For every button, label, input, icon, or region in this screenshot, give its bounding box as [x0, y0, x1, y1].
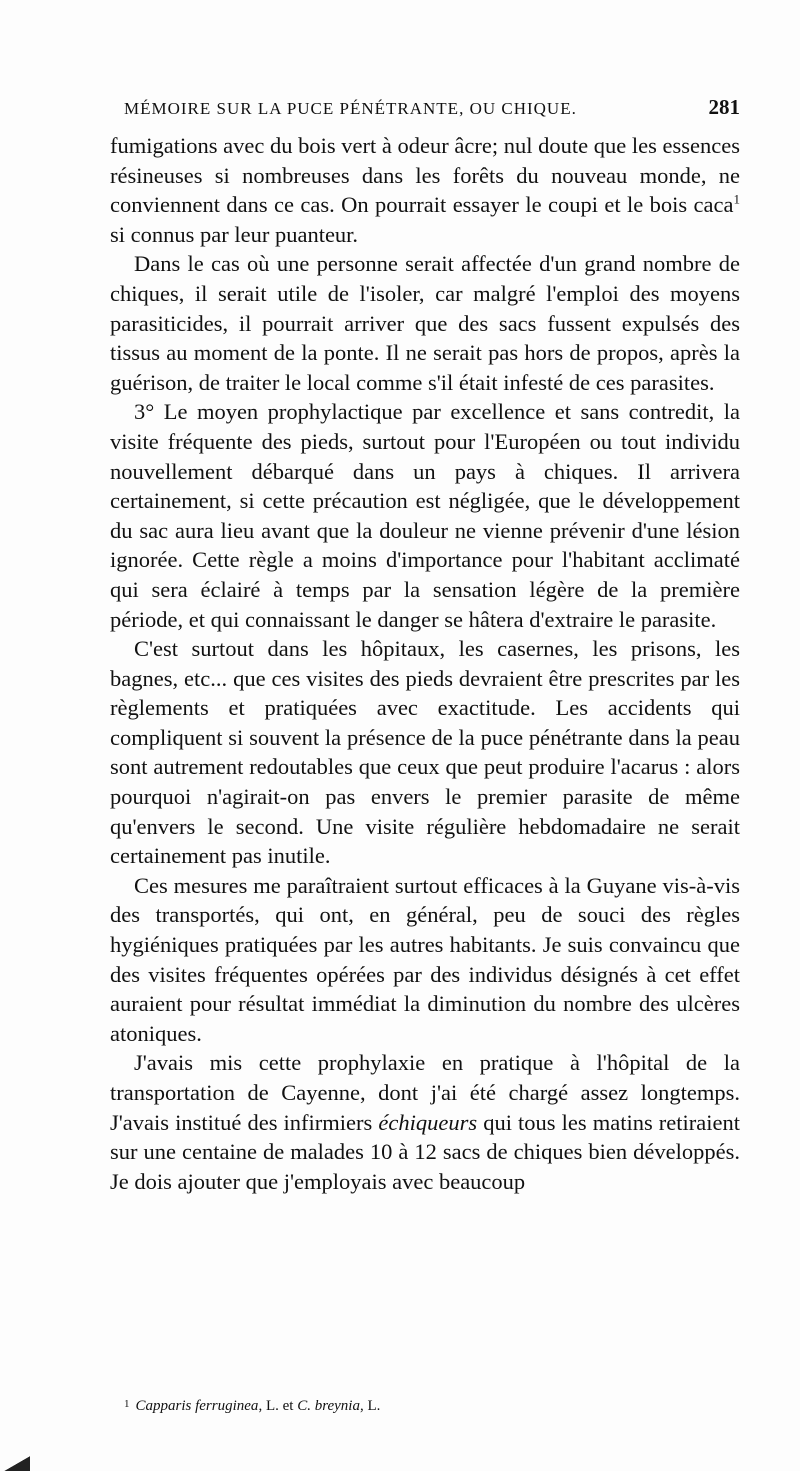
paragraph-4: C'est surtout dans les hôpitaux, les casernes, les prisons, les bagnes, etc... que ces visites des pieds devraient être prescrites par les règlements et pratiquées avec exactitude. Les accidents qui compliquent si souvent la présence de la puce pénétrante dans la peau sont autrement redoutables que ceux que peut produire l'acarus : alors pourquoi n'agirait-on pas envers le premier parasite de même qu'envers le second. Une visite régulière hebdomadaire ne serait certainement pas inutile. [110, 636, 740, 869]
footnote-mid: , L. et [258, 1398, 298, 1414]
body-text [110, 131, 740, 1196]
paragraph-1-text-before: fumigations avec du bois vert à odeur âcre; nul doute que les essences résineuses si nombreuses dans les forêts du nouveau monde, ne conviennent dans ce cas. On pourrait essayer le coupi et le bois caca [110, 133, 740, 218]
footnote-species-2: C. breynia [297, 1398, 360, 1414]
paragraph-3: 3° Le moyen prophylactique par excellence et sans contredit, la visite fréquente des pieds, surtout pour l'Européen ou tout individu nouvellement débarqué dans un pays à chiques. Il arrivera certainement, si cette précaution est négligée, que le développement du sac aura lieu avant que la douleur ne vienne prévenir d'une lésion ignorée. Cette règle a moins d'importance pour l'habitant acclimaté qui sera éclairé à temps par la sensation légère de la première période, et qui connaissant le danger se hâtera d'extraire le parasite. [110, 399, 740, 632]
paragraph-1-text-after: si connus par leur puanteur. [110, 221, 359, 247]
footnote [110, 1398, 740, 1415]
paragraph-1 [110, 131, 740, 249]
running-title: MÉMOIRE SUR LA PUCE PÉNÉTRANTE, OU CHIQUE. [124, 99, 577, 118]
paragraph-6-text-after: qui tous les matins retiraient sur une centaine de malades 10 à 12 sacs de chiques bien développés. Je dois ajouter que j'employais avec beaucoup [110, 1109, 741, 1194]
page-number: 281 [708, 95, 740, 119]
footnote-reference: 1 [733, 191, 740, 207]
footnote-mark: 1 [124, 1398, 130, 1410]
paragraph-2: Dans le cas où une personne serait affectée d'un grand nombre de chiques, il serait utile de l'isoler, car malgré l'emploi des moyens parasiticides, il pourrait arriver que des sacs fussent expulsés des tissus au moment de la ponte. Il ne serait pas hors de propos, après la guérison, de traiter le local comme s'il était infesté de ces parasites. [110, 251, 740, 395]
paragraph-6-text-before: J'avais mis cette prophylaxie en pratique à l'hôpital de la transportation de Cayenne, dont j'ai été chargé assez longtemps. J'avais institué des infirmiers [110, 1050, 740, 1135]
page-corner-shadow [0, 1455, 30, 1471]
italic-term: échiqueurs [378, 1109, 478, 1135]
footnote-end: , L. [359, 1398, 381, 1414]
paragraph-5: Ces mesures me paraîtraient surtout efficaces à la Guyane vis-à-vis des transportés, qui ont, en général, peu de souci des règles hygiéniques pratiquées par les autres habitants. Je suis convaincu que des visites fréquentes opérées par des individus désignés à cet effet auraient pour résultat immédiat la diminution du nombre des ulcères atoniques. [110, 872, 740, 1046]
footnote-species-1: Capparis ferruginea [135, 1398, 259, 1414]
page-header [110, 95, 740, 125]
paragraph-6 [110, 1048, 740, 1196]
